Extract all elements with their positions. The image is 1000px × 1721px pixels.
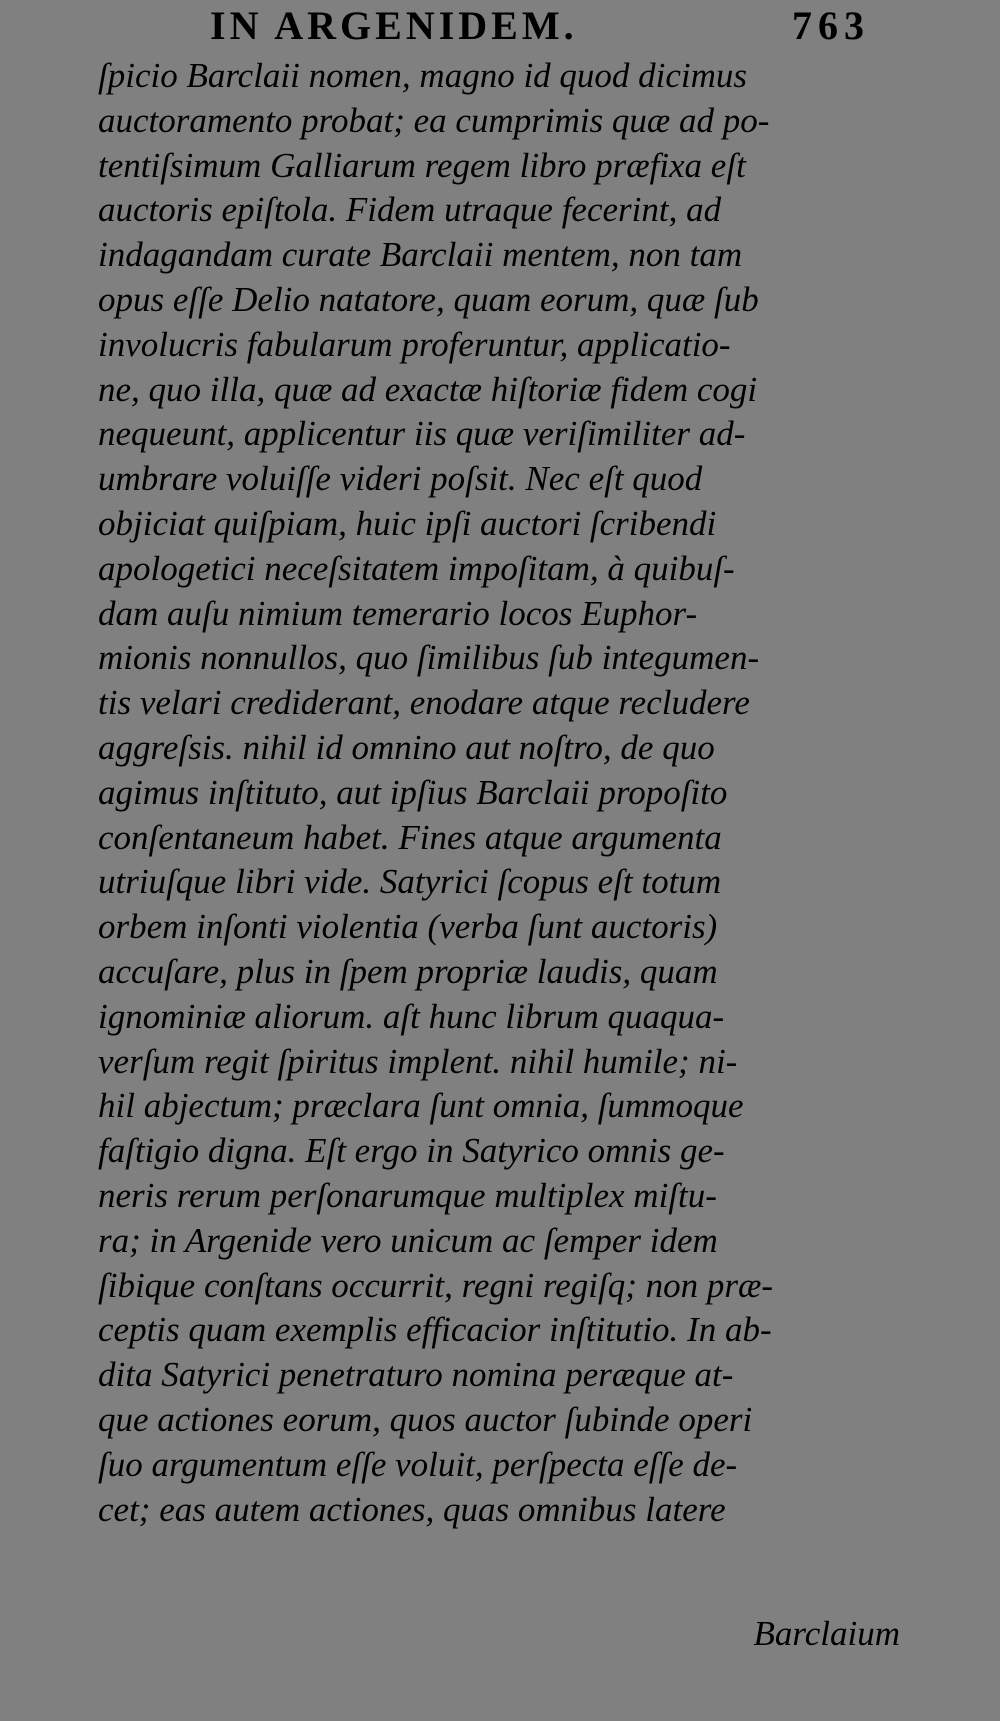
text-line: ignominiæ aliorum. aſt hunc librum quaqua- (98, 996, 725, 1036)
text-line: auctoramento probat; ea cumprimis quæ ad po- (98, 100, 770, 140)
text-line: hil abjectum; præclara ſunt omnia, ſummoque (98, 1086, 744, 1126)
text-line: ſuo argumentum eſſe voluit, perſpecta eſſe de- (98, 1444, 738, 1484)
running-head (210, 2, 870, 50)
text-line: orbem inſonti violentia (verba ſunt auctoris) (98, 907, 718, 947)
text-line: agimus inſtituto, aut ipſius Barclaii propoſito (98, 772, 728, 812)
text-line: dam auſu nimium temerario locos Euphor- (98, 593, 698, 633)
text-line: faſtigio digna. Eſt ergo in Satyrico omnis ge- (98, 1131, 725, 1171)
text-line: mionis nonnullos, quo ſimilibus ſub integumen- (98, 638, 760, 678)
text-line: tentiſsimum Galliarum regem libro præfixa eſt (98, 145, 746, 185)
text-line: que actiones eorum, quos auctor ſubinde operi (98, 1399, 753, 1439)
text-line: indagandam curate Barclaii mentem, non tam (98, 235, 743, 275)
text-line: involucris fabularum proferuntur, applicatio- (98, 324, 731, 364)
text-line: ſpicio Barclaii nomen, magno id quod dicimus (98, 56, 748, 95)
text-line: accuſare, plus in ſpem propriæ laudis, quam (98, 951, 718, 991)
text-line: aggreſsis. nihil id omnino aut noſtro, de quo (98, 727, 715, 767)
text-line: dita Satyrici penetraturo nomina peræque at- (98, 1355, 734, 1395)
text-line: objiciat quiſpiam, huic ipſi auctori ſcribendi (98, 503, 717, 543)
text-line: opus eſſe Delio natatore, quam eorum, quæ ſub (98, 279, 759, 319)
text-line: ne, quo illa, quæ ad exactæ hiſtoriæ fidem cogi (98, 369, 758, 409)
page-number: 763 (792, 3, 870, 48)
text-line: nequeunt, applicentur iis quæ veriſimiliter ad- (98, 414, 746, 454)
text-line: neris rerum perſonarumque multiplex miſtu- (98, 1175, 717, 1215)
text-line: verſum regit ſpiritus implent. nihil humile; ni- (98, 1041, 738, 1081)
text-line: tis velari crediderant, enodare atque recludere (98, 683, 750, 723)
text-line: conſentaneum habet. Fines atque argumenta (98, 817, 722, 857)
catchword: Barclaium (753, 1614, 900, 1653)
body-text (98, 54, 908, 1532)
text-line: cet; eas autem actiones, quas omnibus latere (98, 1489, 726, 1529)
text-line: ceptis quam exemplis efficacior inſtitutio. In ab- (98, 1310, 772, 1350)
text-line: auctoris epiſtola. Fidem utraque fecerint, ad (98, 190, 722, 230)
text-line: ra; in Argenide vero unicum ac ſemper idem (98, 1220, 718, 1260)
text-line: apologetici neceſsitatem impoſitam, à quibuſ- (98, 548, 735, 588)
text-line: utriuſque libri vide. Satyrici ſcopus eſt totum (98, 862, 722, 902)
text-line: ſibique conſtans occurrit, regni regiſq; non præ- (98, 1265, 773, 1305)
running-title: IN ARGENIDEM. (210, 3, 578, 48)
text-line: umbrare voluiſſe videri poſsit. Nec eſt quod (98, 459, 703, 499)
